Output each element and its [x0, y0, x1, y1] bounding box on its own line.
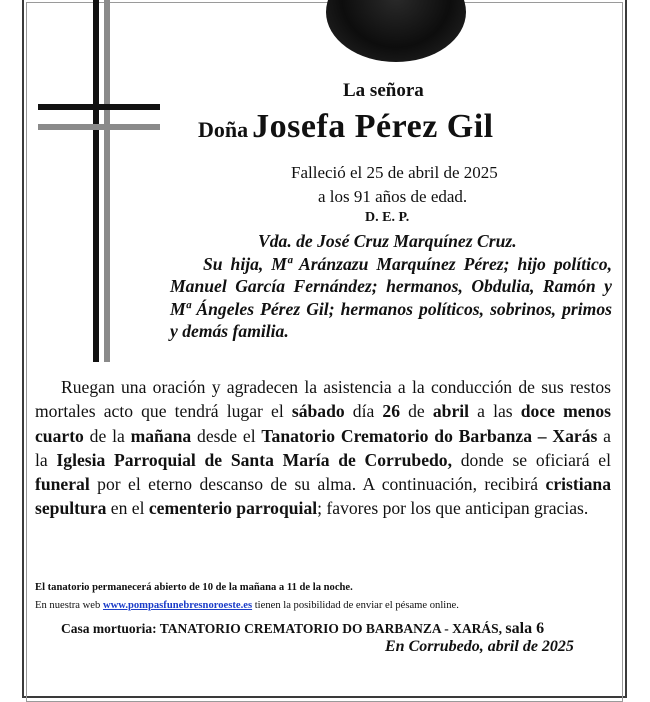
bold-segment: Tanatorio Crematorio do Barbanza – Xarás: [261, 425, 598, 446]
bold-segment: abril: [432, 401, 470, 422]
title-prefix: La señora: [343, 80, 424, 101]
cross-icon: [38, 0, 160, 362]
bold-segment: doce menos cuarto: [35, 401, 611, 446]
death-date: Falleció el 25 de abril de 2025: [291, 163, 498, 182]
text-segment: ; favores por los que anticipan gracias.: [317, 498, 589, 519]
deceased-name-line: [198, 108, 494, 146]
text-segment: en el: [106, 498, 149, 519]
text-segment: a la: [35, 425, 611, 470]
bold-segment: Iglesia Parroquial de Santa María de Corrubedo,: [56, 449, 453, 470]
text-segment: a las: [469, 401, 521, 422]
bold-segment: 26: [382, 401, 400, 422]
web-suffix: tienen la posibilidad de enviar el pésame online.: [252, 600, 459, 611]
casa-label: Casa mortuoria:: [61, 621, 157, 636]
bold-segment: cementerio parroquial: [148, 498, 318, 519]
bold-segment: funeral: [35, 474, 90, 495]
text-segment: donde se oficiará el: [452, 449, 611, 470]
ceremony-paragraph: [35, 375, 611, 521]
bold-segment: mañana: [130, 425, 192, 446]
ceremony-text: [35, 375, 611, 521]
web-link[interactable]: www.pompasfunebresnoroeste.es: [102, 600, 253, 611]
text-segment: día: [344, 401, 383, 422]
text-segment: de la: [83, 425, 131, 446]
dep-line: D. E. P.: [365, 210, 410, 225]
relatives-text: Su hija, Mª Aránzazu Marquínez Pérez; hijo político, Manuel García Fernández; hermanos, Obdulia, Ramón y Mª Ángeles Pérez Gil; hermanos políticos, sobrinos, primos y demás familia.: [170, 253, 612, 341]
place-date: En Corrubedo, abril de 2025: [385, 638, 574, 655]
casa-mortuoria: [61, 620, 544, 638]
text-segment: desde el: [191, 425, 262, 446]
casa-value: TANATORIO CREMATORIO DO BARBANZA - XARÁS,: [159, 621, 503, 636]
bold-segment: cristiana sepultura: [35, 474, 611, 519]
text-segment: Ruegan una oración y agradecen la asistencia a la conducción de sus restos mortales acto que tendrá lugar el: [35, 377, 611, 422]
honorific: Doña: [198, 117, 249, 142]
bold-segment: sábado: [291, 401, 345, 422]
age-line: a los 91 años de edad.: [318, 187, 468, 206]
web-prefix: En nuestra web: [35, 600, 103, 611]
widow-line: Vda. de José Cruz Marquínez Cruz.: [258, 231, 517, 251]
text-segment: de: [400, 401, 433, 422]
deceased-name: Josefa Pérez Gil: [252, 108, 494, 145]
family-block: [170, 230, 612, 343]
text-segment: por el eterno descanso de su alma. A continuación, recibirá: [89, 474, 546, 495]
sala-number: sala 6: [505, 620, 545, 637]
web-note: [35, 600, 459, 611]
hours-note: El tanatorio permanecerá abierto de 10 de la mañana a 11 de la noche.: [35, 582, 353, 593]
